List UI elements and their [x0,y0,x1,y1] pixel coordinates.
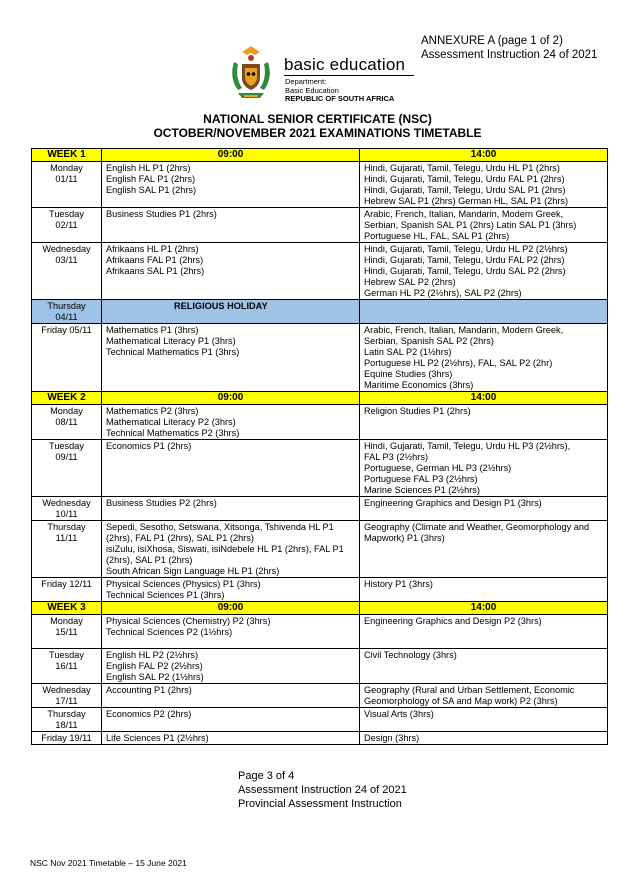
week-label: WEEK 3 [32,602,102,615]
footer-instruction: Assessment Instruction 24 of 2021 [238,784,407,796]
exam-paper: Portuguese HL, FAL, SAL P1 (2hrs) [364,231,510,241]
exam-date-line: 09/11 [55,452,78,462]
exam-paper: Engineering Graphics and Design P2 (3hrs) [364,616,542,626]
document-footnote: NSC Nov 2021 Timetable – 15 June 2021 [30,858,187,868]
morning-session-cell [102,615,360,649]
exam-day-row [32,649,608,684]
exam-paper: Mapwork) P1 (3hrs) [364,533,445,543]
exam-paper: Mathematical Literacy P1 (3hrs) [106,336,236,346]
exam-date-line: 17/11 [55,696,78,706]
exam-paper: Economics P2 (2hrs) [106,709,192,719]
exam-date [32,615,102,649]
exam-paper: Physical Sciences (Chemistry) P2 (3hrs) [106,616,271,626]
morning-session-cell [102,497,360,521]
morning-session-cell [102,649,360,684]
letterhead-country: REPUBLIC OF SOUTH AFRICA [285,94,395,104]
exam-paper: Hindi, Gujarati, Tamil, Telegu, Urdu FAL P1 (2hrs) [364,174,565,184]
exam-date-line: 08/11 [55,417,78,427]
exam-paper: Hindi, Gujarati, Tamil, Telegu, Urdu HL P3 (2½hrs), [364,441,571,451]
exam-paper: Business Studies P1 (2hrs) [106,209,217,219]
exam-paper: Hindi, Gujarati, Tamil, Telegu, Urdu FAL P2 (2hrs) [364,255,565,265]
exam-day-row [32,324,608,392]
exam-date [32,732,102,745]
exam-paper: Hindi, Gujarati, Tamil, Telegu, Urdu SAL P2 (2hrs) [364,266,566,276]
morning-session-header: 09:00 [102,149,360,162]
exam-paper: (2hrs), FAL P1 (2hrs), SAL P1 (2hrs) [106,533,254,543]
exam-paper: Economics P1 (2hrs) [106,441,192,451]
exam-paper: Hebrew SAL P1 (2hrs) German HL, SAL P1 (2hrs) [364,196,569,206]
exam-date-line: Monday [50,406,83,416]
exam-paper: Arabic, French, Italian, Mandarin, Modern Greek, [364,209,564,219]
morning-session-cell [102,578,360,602]
exam-paper: History P1 (3hrs) [364,579,433,589]
exam-paper: Geomorphology of SA and Map work) P2 (3hrs) [364,696,558,706]
document-title: NATIONAL SENIOR CERTIFICATE (NSC) [203,112,432,126]
annexure-page: ANNEXURE A (page 1 of 2) [421,35,563,47]
exam-paper: Maritime Economics (3hrs) [364,380,474,390]
exam-paper: Religion Studies P1 (2hrs) [364,406,471,416]
exam-date-line: 16/11 [55,661,78,671]
week-header-row [32,602,608,615]
exam-date-line: Tuesday [49,441,84,451]
exam-date [32,243,102,300]
exam-paper: isiZulu, isiXhosa, Siswati, isiNdebele HL P1 (2hrs), FAL P1 [106,544,344,554]
letterhead-subtitle [285,78,394,104]
exam-paper: Mathematics P2 (3hrs) [106,406,199,416]
afternoon-session-cell [360,162,608,208]
exam-paper: English FAL P2 (2½hrs) [106,661,203,671]
exam-date [32,521,102,578]
exam-date [32,684,102,708]
afternoon-session-cell [360,243,608,300]
exam-date [32,162,102,208]
exam-paper: Geography (Climate and Weather, Geomorphology and [364,522,590,532]
exam-date-line: Tuesday [49,209,84,219]
exam-paper: (2hrs), SAL P1 (2hrs) [106,555,193,565]
morning-session-cell [102,684,360,708]
exam-paper: FAL P3 (2½hrs) [364,452,428,462]
afternoon-session-cell [360,208,608,243]
exam-day-row [32,732,608,745]
exam-date-line: Tuesday [49,650,84,660]
afternoon-session-cell [360,521,608,578]
exam-date [32,578,102,602]
coat-of-arms-logo [222,44,280,102]
annexure-reference [421,34,597,62]
exam-date [32,208,102,243]
exam-date-line: 04/11 [55,312,78,322]
exam-paper: Afrikaans SAL P1 (2hrs) [106,266,205,276]
exam-paper: Geography (Rural and Urban Settlement, Economic [364,685,575,695]
afternoon-session-cell [360,732,608,745]
exam-paper: Marine Sciences P1 (2½hrs) [364,485,480,495]
exam-paper: Sepedi, Sesotho, Setswana, Xitsonga, Tshivenda HL P1 [106,522,334,532]
exam-paper: Portuguese, German HL P3 (2½hrs) [364,463,512,473]
exam-day-row [32,684,608,708]
exam-date-line: 11/11 [55,533,78,543]
exam-date-line: 03/11 [55,255,78,265]
morning-session-cell [102,440,360,497]
exam-date-line: Wednesday [42,244,91,254]
morning-session-cell [102,208,360,243]
exam-date-line: Wednesday [42,498,91,508]
exam-paper: Life Sciences P1 (2½hrs) [106,733,209,743]
page-footer [238,769,407,811]
exam-date-line: 02/11 [55,220,78,230]
exam-paper: Serbian, Spanish SAL P1 (2hrs) Latin SAL P1 (3hrs) [364,220,577,230]
exam-day-row [32,578,608,602]
exam-timetable [31,148,608,745]
exam-paper: English HL P2 (2½hrs) [106,650,199,660]
letterhead [284,56,405,74]
exam-day-row [32,405,608,440]
exam-paper: Serbian, Spanish SAL P2 (2hrs) [364,336,494,346]
exam-date-line: Friday 05/11 [41,325,92,335]
exam-paper: Afrikaans FAL P1 (2hrs) [106,255,204,265]
afternoon-session-header: 14:00 [360,602,608,615]
exam-date [32,300,102,324]
exam-paper: Design (3hrs) [364,733,420,743]
exam-paper: Arabic, French, Italian, Mandarin, Modern Greek, [364,325,564,335]
morning-session-header: 09:00 [102,392,360,405]
morning-session-cell [102,162,360,208]
department-name: basic education [284,55,406,74]
morning-session-cell [102,405,360,440]
exam-paper: Engineering Graphics and Design P1 (3hrs) [364,498,542,508]
exam-date-line: Monday [50,616,83,626]
exam-date [32,708,102,732]
document-subtitle: OCTOBER/NOVEMBER 2021 EXAMINATIONS TIMETABLE [153,126,482,140]
afternoon-session-cell [360,615,608,649]
exam-date [32,497,102,521]
afternoon-session-cell [360,684,608,708]
exam-paper: German HL P2 (2½hrs), SAL P2 (2hrs) [364,288,522,298]
exam-day-row [32,243,608,300]
exam-paper: Technical Mathematics P1 (3hrs) [106,347,240,357]
afternoon-session-cell [360,324,608,392]
exam-paper: Technical Mathematics P2 (3hrs) [106,428,240,438]
exam-paper: English HL P1 (2hrs) [106,163,191,173]
exam-day-row [32,208,608,243]
exam-paper: Visual Arts (3hrs) [364,709,434,719]
annexure-instruction: Assessment Instruction 24 of 2021 [421,49,598,61]
exam-paper: English FAL P1 (2hrs) [106,174,196,184]
afternoon-session-cell [360,649,608,684]
exam-paper: Physical Sciences (Physics) P1 (3hrs) [106,579,261,589]
morning-session-cell [102,243,360,300]
exam-date [32,405,102,440]
exam-paper: Hindi, Gujarati, Tamil, Telegu, Urdu HL P2 (2½hrs) [364,244,568,254]
timetable-body [32,149,608,745]
afternoon-session-cell [360,405,608,440]
exam-date-line: 18/11 [55,720,78,730]
morning-session-header: 09:00 [102,602,360,615]
exam-date [32,649,102,684]
afternoon-session-cell [360,497,608,521]
afternoon-session-cell [360,708,608,732]
exam-paper: English SAL P2 (1½hrs) [106,672,204,682]
letterhead-divider [284,75,414,76]
exam-paper: English SAL P1 (2hrs) [106,185,197,195]
holiday-label: RELIGIOUS HOLIDAY [174,301,268,311]
week-header-row [32,149,608,162]
afternoon-session-header: 14:00 [360,149,608,162]
letterhead-line: Basic Education [285,85,339,95]
exam-paper: Business Studies P2 (2hrs) [106,498,217,508]
exam-date-line: 15/11 [55,627,78,637]
exam-day-row [32,708,608,732]
exam-day-row [32,615,608,649]
week-label: WEEK 2 [32,392,102,405]
exam-day-row [32,440,608,497]
exam-date-line: Thursday [47,522,86,532]
exam-day-row [32,497,608,521]
afternoon-session-cell [360,300,608,324]
letterhead-line: Department: [285,77,327,86]
exam-paper: Portuguese FAL P3 (2½hrs) [364,474,478,484]
exam-date-line: Thursday [47,301,86,311]
exam-paper: Afrikaans HL P1 (2hrs) [106,244,199,254]
exam-date [32,324,102,392]
holiday-row [32,300,608,324]
exam-paper: Mathematical Literacy P2 (3hrs) [106,417,236,427]
exam-paper: Equine Studies (3hrs) [364,369,453,379]
exam-paper: Latin SAL P2 (1½hrs) [364,347,452,357]
exam-paper: South African Sign Language HL P1 (2hrs) [106,566,280,576]
exam-paper: Hindi, Gujarati, Tamil, Telegu, Urdu SAL P1 (2hrs) [364,185,566,195]
afternoon-session-cell [360,440,608,497]
exam-paper: Mathematics P1 (3hrs) [106,325,199,335]
exam-paper: Hebrew SAL P2 (2hrs) [364,277,456,287]
exam-paper: Hindi, Gujarati, Tamil, Telegu, Urdu HL P1 (2hrs) [364,163,560,173]
exam-paper: Accounting P1 (2hrs) [106,685,192,695]
footer-subtitle: Provincial Assessment Instruction [238,798,402,810]
week-header-row [32,392,608,405]
exam-paper: Civil Technology (3hrs) [364,650,457,660]
exam-date-line: Friday 19/11 [41,733,92,743]
morning-session-cell [102,324,360,392]
exam-paper: Technical Sciences P1 (3hrs) [106,590,225,600]
morning-session-cell [102,300,360,324]
exam-paper: Technical Sciences P2 (1½hrs) [106,627,233,637]
morning-session-cell [102,521,360,578]
afternoon-session-header: 14:00 [360,392,608,405]
week-label: WEEK 1 [32,149,102,162]
morning-session-cell [102,732,360,745]
exam-date-line: 10/11 [55,509,78,519]
exam-date-line: Monday [50,163,83,173]
exam-paper: Portuguese HL P2 (2½hrs), FAL, SAL P2 (2hr) [364,358,553,368]
exam-day-row [32,162,608,208]
exam-date [32,440,102,497]
exam-date-line: Wednesday [42,685,91,695]
exam-day-row [32,521,608,578]
exam-date-line: Thursday [47,709,86,719]
exam-date-line: Friday 12/11 [41,579,92,589]
exam-date-line: 01/11 [55,174,78,184]
page-number: Page 3 of 4 [238,770,295,782]
morning-session-cell [102,708,360,732]
afternoon-session-cell [360,578,608,602]
